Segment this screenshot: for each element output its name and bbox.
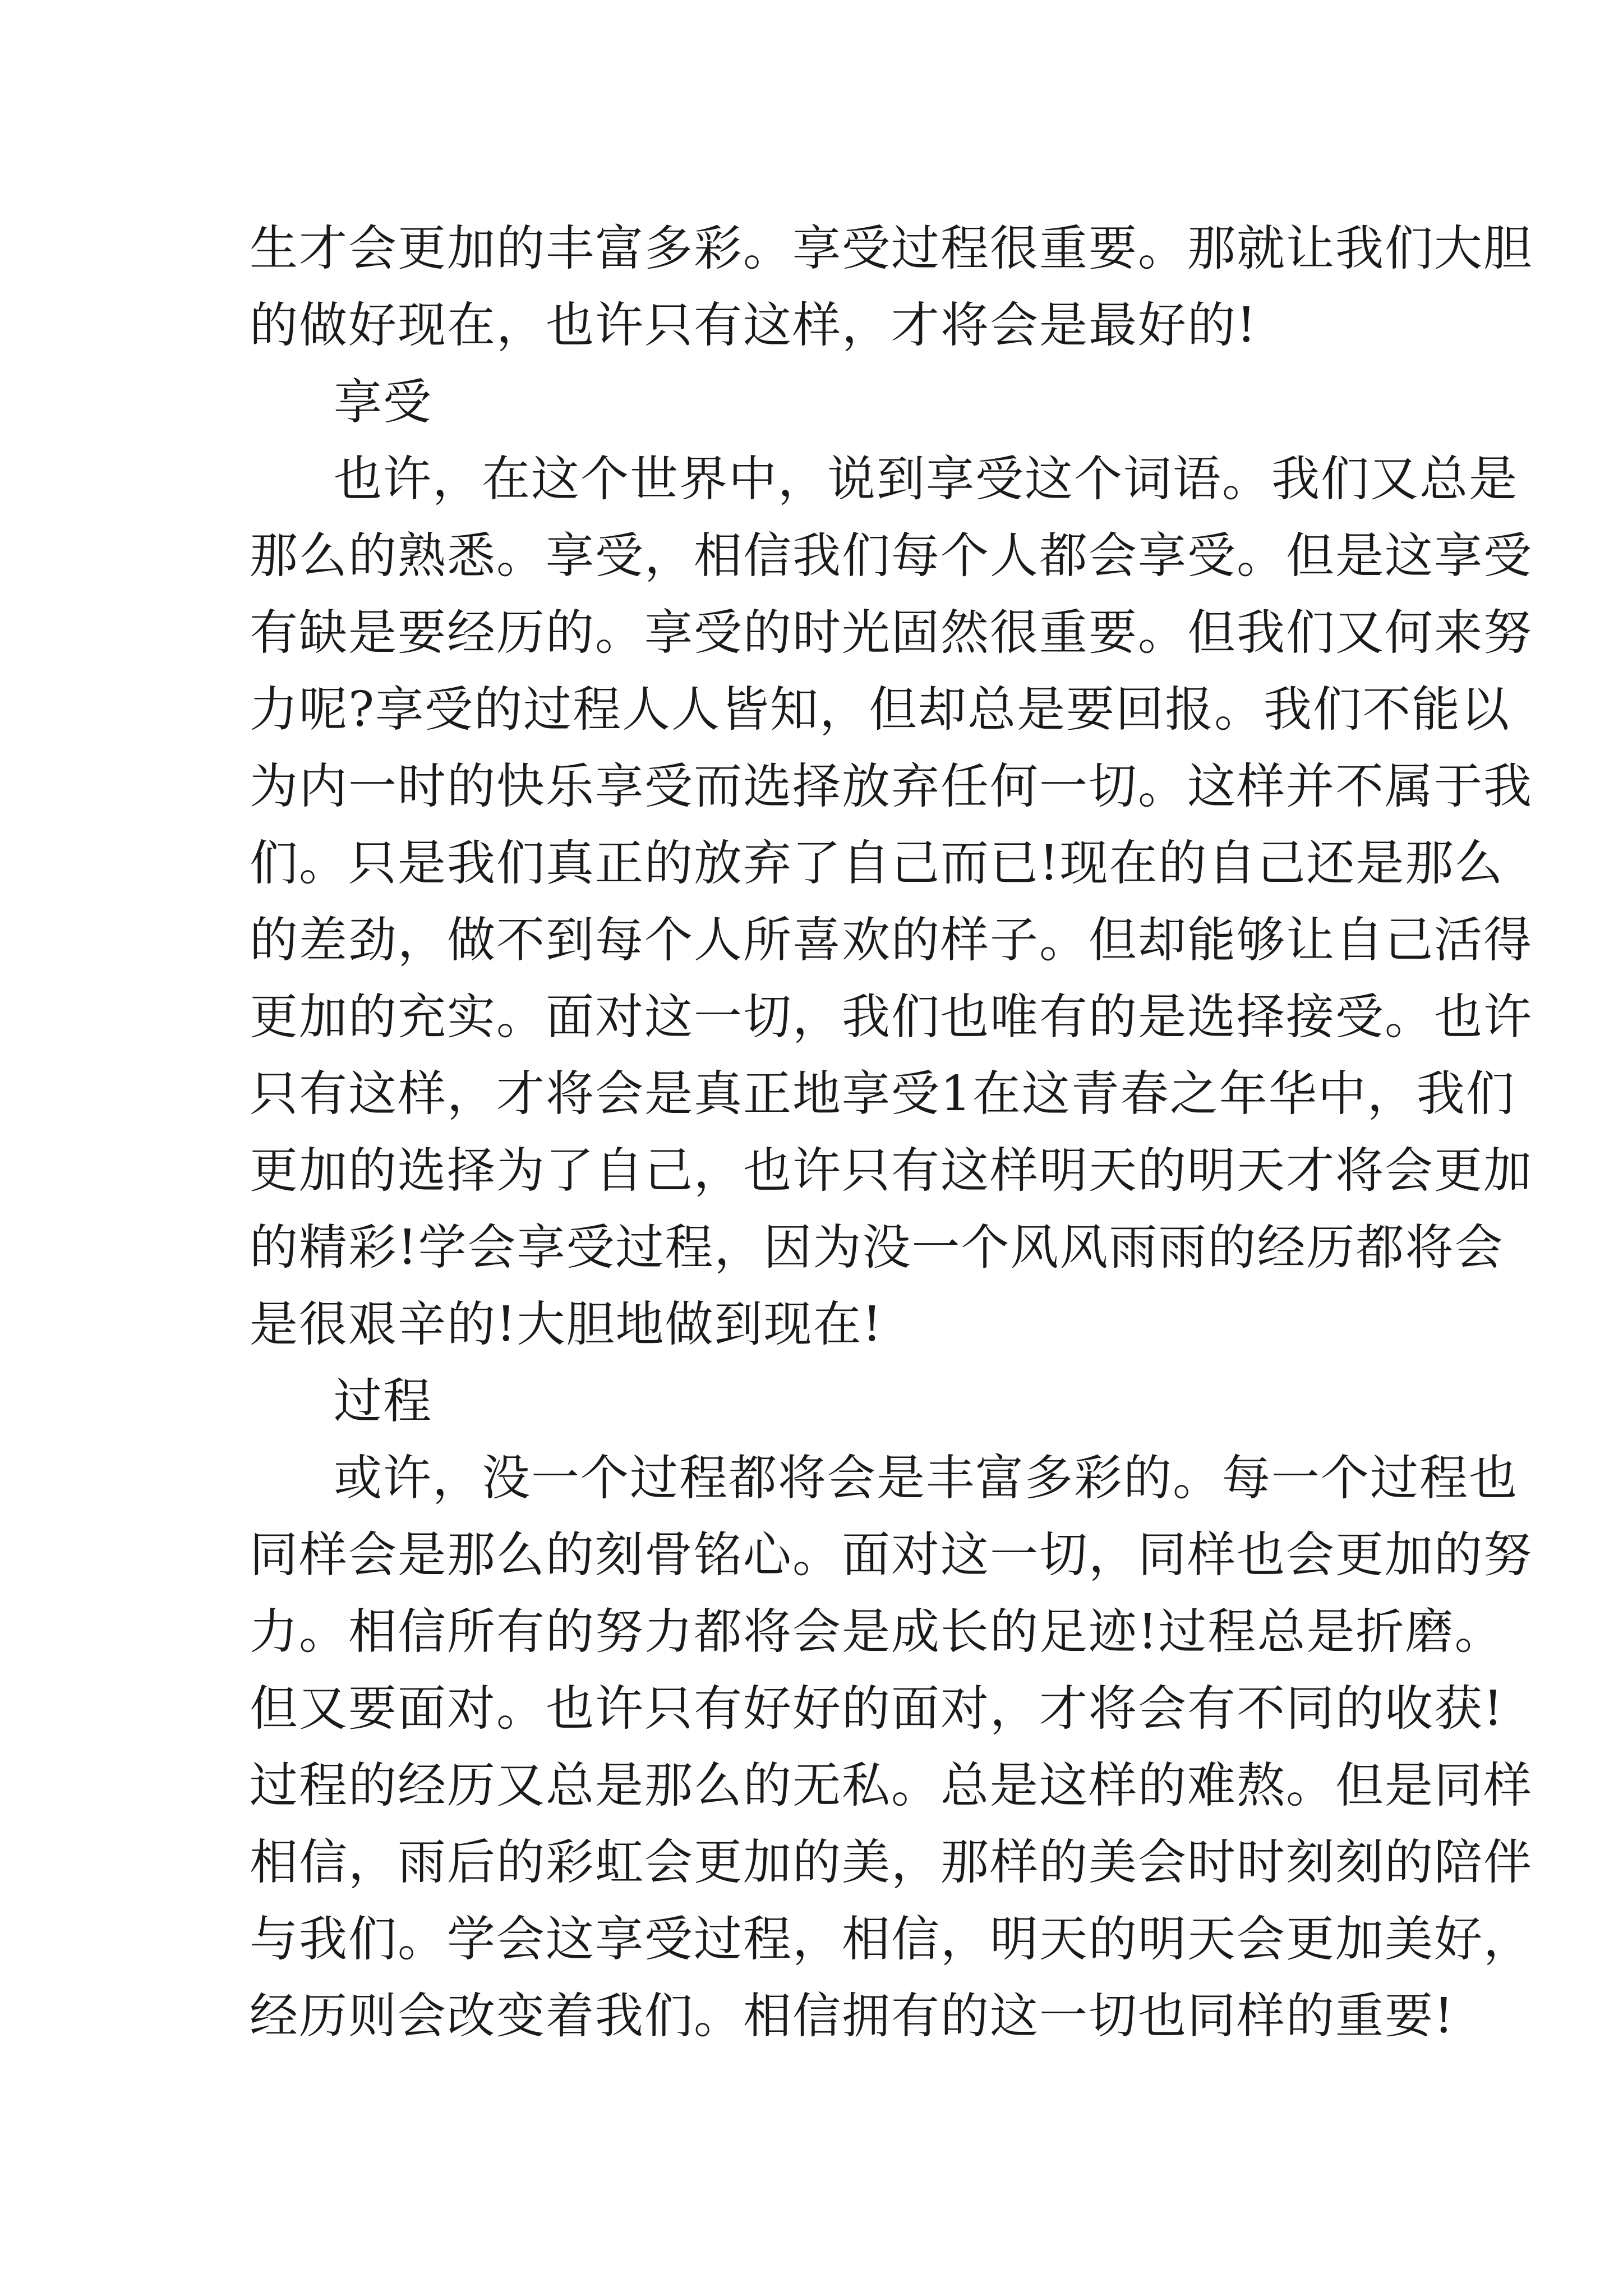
text-line: 的做好现在，也许只有这样，才将会是最好的! (250, 297, 1257, 353)
document-page (250, 210, 1533, 2055)
text-line: 更加的充实。面对这一切，我们也唯有的是选择接受。也许 (250, 989, 1533, 1045)
section-heading: 享受 (334, 374, 432, 430)
text-line: 力。相信所有的努力都将会是成长的足迹!过程总是折磨。 (250, 1604, 1504, 1660)
text-line: 经历则会改变着我们。相信拥有的这一切也同样的重要! (250, 1988, 1455, 2044)
text-line: 也许，在这个世界中，说到享受这个词语。我们又总是 (334, 451, 1518, 507)
text-line: 为内一时的快乐享受而选择放弃任何一切。这样并不属于我 (250, 758, 1533, 815)
text-line: 更加的选择为了自己，也许只有这样明天的明天才将会更加 (250, 1143, 1533, 1199)
text-line: 与我们。学会这享受过程，相信，明天的明天会更加美好， (250, 1911, 1533, 1967)
text-line: 的精彩!学会享受过程，因为没一个风风雨雨的经历都将会 (250, 1220, 1504, 1276)
text-line: 是很艰辛的!大胆地做到现在! (250, 1296, 883, 1352)
text-line: 只有这样，才将会是真正地享受1在这青春之年华中，我们 (250, 1066, 1515, 1122)
text-line: 的差劲，做不到每个人所喜欢的样子。但却能够让自己活得 (250, 912, 1533, 968)
text-line: 但又要面对。也许只有好好的面对，才将会有不同的收获! (250, 1681, 1504, 1737)
text-line: 相信，雨后的彩虹会更加的美，那样的美会时时刻刻的陪伴 (250, 1834, 1533, 1890)
text-line: 过程的经历又总是那么的无私。总是这样的难熬。但是同样 (250, 1757, 1533, 1814)
text-line: 生才会更加的丰富多彩。享受过程很重要。那就让我们大胆 (250, 220, 1533, 277)
text-line: 同样会是那么的刻骨铭心。面对这一切，同样也会更加的努 (250, 1527, 1533, 1583)
section-heading: 过程 (334, 1373, 432, 1429)
text-line: 力呢?享受的过程人人皆知，但却总是要回报。我们不能以 (250, 682, 1511, 738)
text-line: 那么的熟悉。享受，相信我们每个人都会享受。但是这享受 (250, 528, 1533, 584)
text-line: 有缺是要经历的。享受的时光固然很重要。但我们又何来努 (250, 605, 1533, 661)
text-line: 们。只是我们真正的放弃了自己而已!现在的自己还是那么 (250, 835, 1504, 891)
text-line: 或许，没一个过程都将会是丰富多彩的。每一个过程也 (334, 1450, 1518, 1506)
